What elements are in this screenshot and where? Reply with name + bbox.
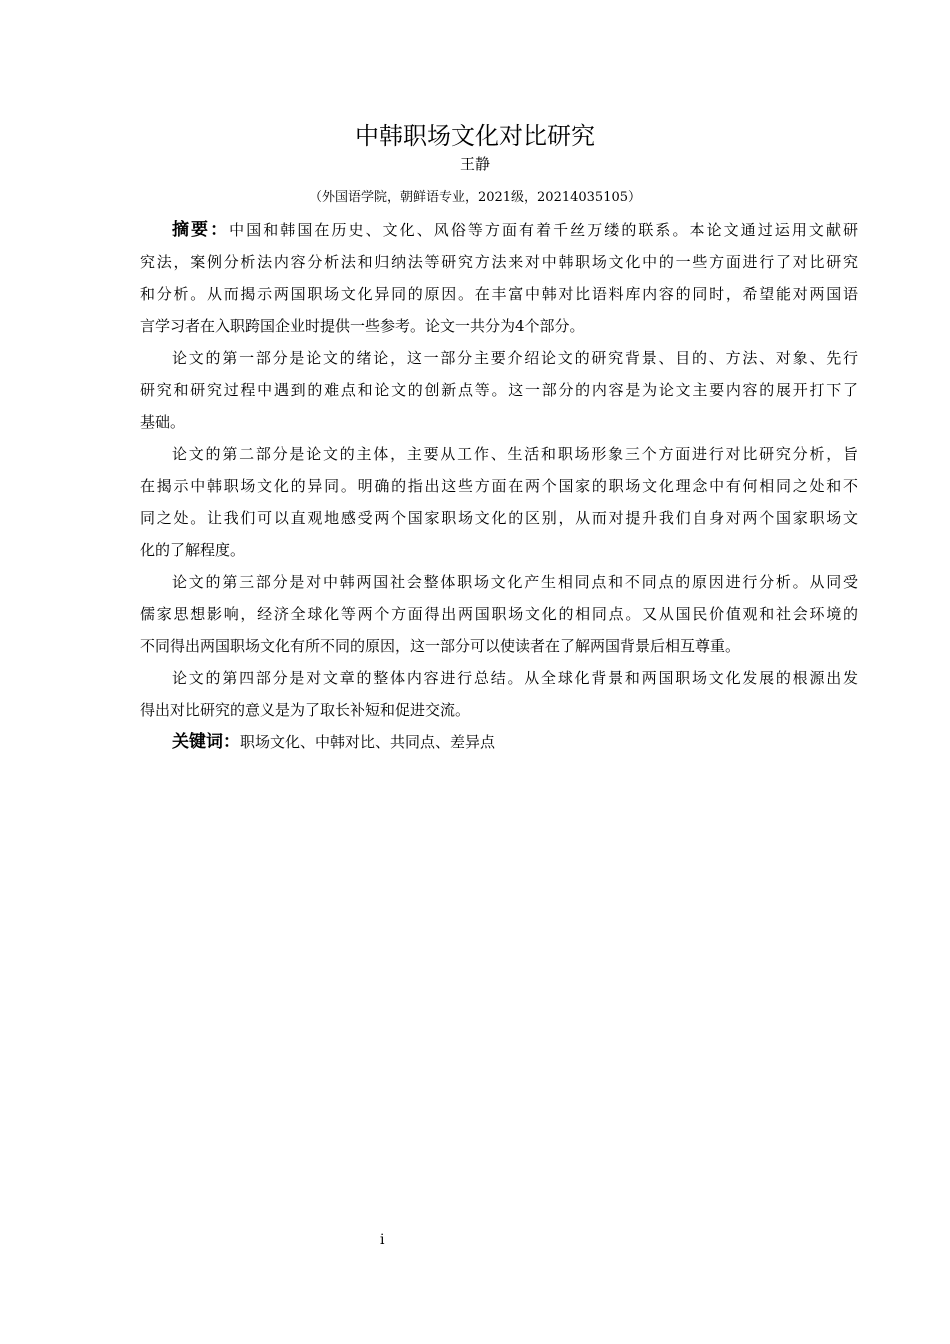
paragraph-line	[140, 662, 858, 694]
line-text: 言学习者在入职跨国企业时提供一些参考。论文一共分为4个部分。	[140, 317, 585, 335]
line-text: 基础。	[140, 413, 186, 431]
paragraph-line	[140, 630, 858, 662]
paragraph-line	[140, 342, 858, 374]
keywords-label: 关键词：	[172, 732, 240, 752]
paragraph-line	[140, 694, 858, 726]
abstract-paragraph	[140, 438, 858, 566]
keywords-text: 职场文化、中韩对比、共同点、差异点	[240, 733, 496, 751]
line-text: 究法，案例分析法内容分析法和归纳法等研究方法来对中韩职场文化中的一些方面进行了对比研究	[140, 253, 858, 271]
author-affiliation: （外国语学院，朝鲜语专业，2021级，20214035105）	[308, 190, 642, 205]
line-text: 在揭示中韩职场文化的异同。明确的指出这些方面在两个国家的职场文化理念中有何相同之处和不	[140, 477, 858, 495]
page-number: i	[380, 1232, 385, 1248]
abstract-paragraph	[140, 214, 858, 342]
line-text: 同之处。让我们可以直观地感受两个国家职场文化的区别，从而对提升我们自身对两个国家职场文	[140, 509, 858, 527]
paragraph-line	[140, 310, 858, 342]
line-text: 研究和研究过程中遇到的难点和论文的创新点等。这一部分的内容是为论文主要内容的展开打下了	[140, 381, 858, 399]
line-text: 化的了解程度。	[140, 541, 246, 559]
paragraph-line	[140, 598, 858, 630]
line-text: 儒家思想影响，经济全球化等两个方面得出两国职场文化的相同点。又从国民价值观和社会环境的	[140, 605, 858, 623]
abstract-paragraph	[140, 662, 858, 726]
paragraph-line	[140, 278, 858, 310]
abstract-paragraph	[140, 566, 858, 662]
abstract-paragraph	[140, 342, 858, 438]
paragraph-line	[140, 246, 858, 278]
paragraph-line	[140, 214, 858, 246]
line-text: 论文的第二部分是论文的主体，主要从工作、生活和职场形象三个方面进行对比研究分析，旨	[172, 445, 858, 463]
line-text: 中国和韩国在历史、文化、风俗等方面有着千丝万缕的联系。本论文通过运用文献研	[229, 221, 858, 239]
paragraph-line	[140, 438, 858, 470]
author-name: 王静	[459, 155, 490, 173]
paragraph-line	[140, 470, 858, 502]
line-text: 论文的第三部分是对中韩两国社会整体职场文化产生相同点和不同点的原因进行分析。从同受	[172, 573, 858, 591]
abstract-body	[140, 214, 858, 758]
keywords-line	[140, 726, 858, 758]
paragraph-line	[140, 566, 858, 598]
line-text: 得出对比研究的意义是为了取长补短和促进交流。	[140, 701, 471, 719]
abstract-label: 摘要：	[172, 220, 230, 240]
paragraph-line	[140, 534, 858, 566]
line-text: 论文的第一部分是论文的绪论，这一部分主要介绍论文的研究背景、目的、方法、对象、先行	[172, 349, 858, 367]
paragraph-line	[140, 406, 858, 438]
line-text: 论文的第四部分是对文章的整体内容进行总结。从全球化背景和两国职场文化发展的根源出发	[172, 669, 858, 687]
paragraph-line	[140, 374, 858, 406]
paper-title: 中韩职场文化对比研究	[355, 122, 595, 150]
paragraph-line	[140, 502, 858, 534]
line-text: 和分析。从而揭示两国职场文化异同的原因。在丰富中韩对比语料库内容的同时，希望能对两国语	[140, 285, 858, 303]
line-text: 不同得出两国职场文化有所不同的原因，这一部分可以使读者在了解两国背景后相互尊重。	[140, 637, 741, 655]
